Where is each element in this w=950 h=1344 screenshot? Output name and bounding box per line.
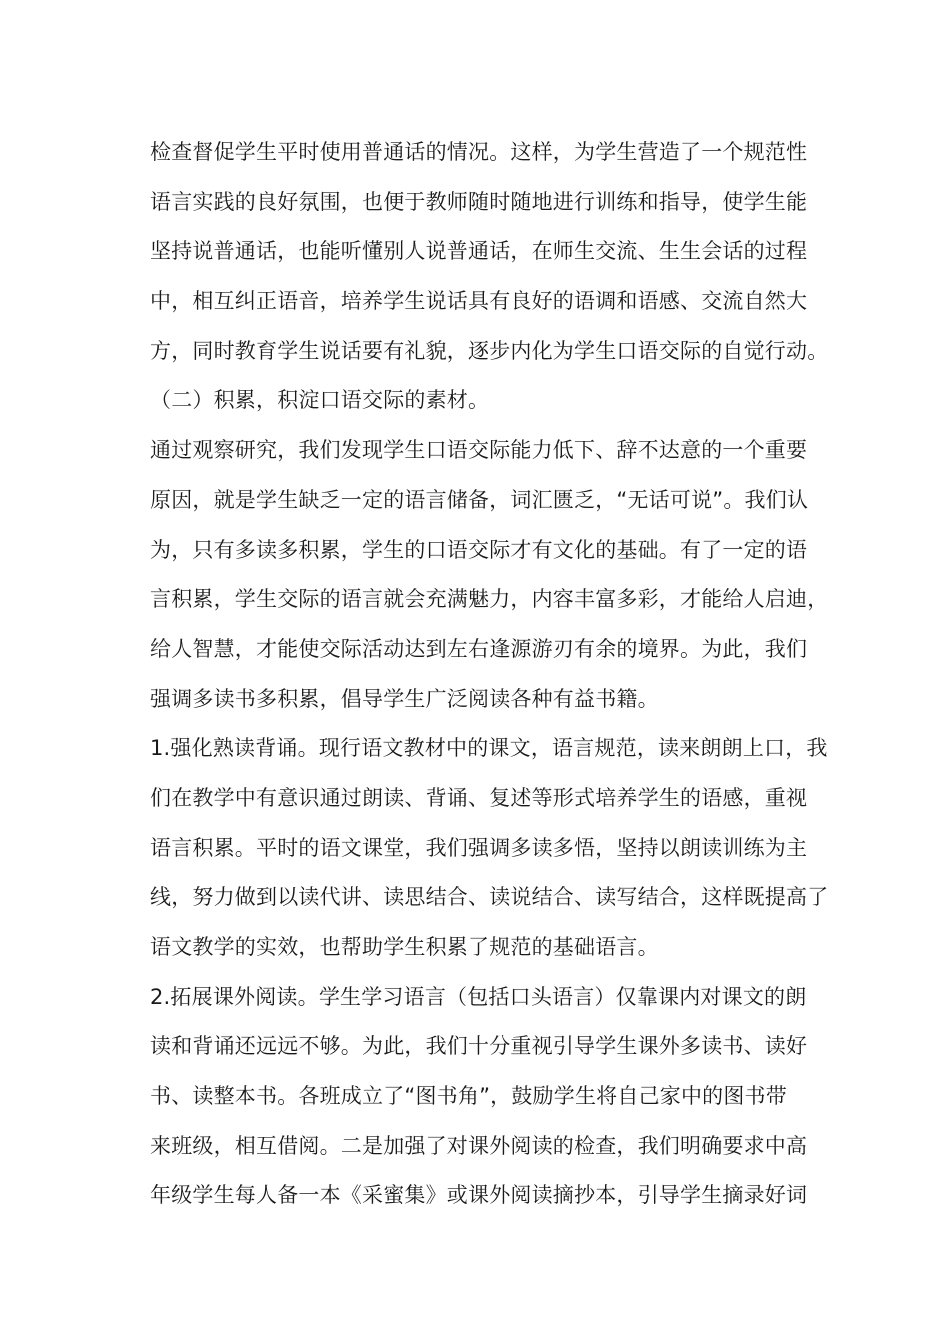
text-line: 为，只有多读多积累，学生的口语交际才有文化的基础。有了一定的语 [150, 537, 808, 562]
text-line: 给人智慧，才能使交际活动达到左右逢源游刃有余的境界。为此，我们 [150, 636, 808, 661]
text-line: 原因，就是学生缺乏一定的语言储备，词汇匮乏，“无话可说”。我们认 [150, 487, 809, 512]
text-line: 年级学生每人备一本《采蜜集》或课外阅读摘抄本，引导学生摘录好词 [150, 1183, 808, 1208]
text-line: 线，努力做到以读代讲、读思结合、读说结合、读写结合，这样既提高了 [150, 885, 829, 910]
text-line: 读和背诵还远远不够。为此，我们十分重视引导学生课外多读书、读好 [150, 1034, 808, 1059]
text-line: 书、读整本书。各班成立了“图书角”，鼓励学生将自己家中的图书带 [150, 1084, 787, 1109]
text-line: 检查督促学生平时使用普通话的情况。这样，为学生营造了一个规范性 [150, 140, 808, 164]
numbered-item-line: 1.强化熟读背诵。现行语文教材中的课文，语言规范，读来朗朗上口，我 [150, 736, 828, 761]
section-heading: （二）积累，积淀口语交际的素材。 [150, 388, 490, 413]
text-line: 方，同时教育学生说话要有礼貌，逐步内化为学生口语交际的自觉行动。 [150, 338, 829, 363]
text-line: 通过观察研究，我们发现学生口语交际能力低下、辞不达意的一个重要 [150, 438, 808, 463]
text-line: 语文教学的实效，也帮助学生积累了规范的基础语言。 [150, 935, 659, 959]
text-line: 言积累，学生交际的语言就会充满魅力，内容丰富多彩，才能给人启迪， [150, 587, 829, 612]
body-text [150, 128, 829, 1221]
text-line: 语言积累。平时的语文课堂，我们强调多读多悟，坚持以朗读训练为主 [150, 835, 808, 860]
text-line: 坚持说普通话，也能听懂别人说普通话，在师生交流、生生会话的过程 [150, 239, 808, 264]
text-line: 语言实践的良好氛围，也便于教师随时随地进行训练和指导，使学生能 [150, 189, 808, 214]
text-line: 中，相互纠正语音，培养学生说话具有良好的语调和语感、交流自然大 [150, 289, 808, 314]
text-line: 们在教学中有意识通过朗读、背诵、复述等形式培养学生的语感，重视 [150, 785, 808, 810]
numbered-item-line: 2.拓展课外阅读。学生学习语言（包括口头语言）仅靠课内对课文的朗 [150, 984, 807, 1009]
text-line: 来班级，相互借阅。二是加强了对课外阅读的检查，我们明确要求中高 [150, 1133, 808, 1158]
text-line: 强调多读书多积累，倡导学生广泛阅读各种有益书籍。 [150, 686, 659, 711]
